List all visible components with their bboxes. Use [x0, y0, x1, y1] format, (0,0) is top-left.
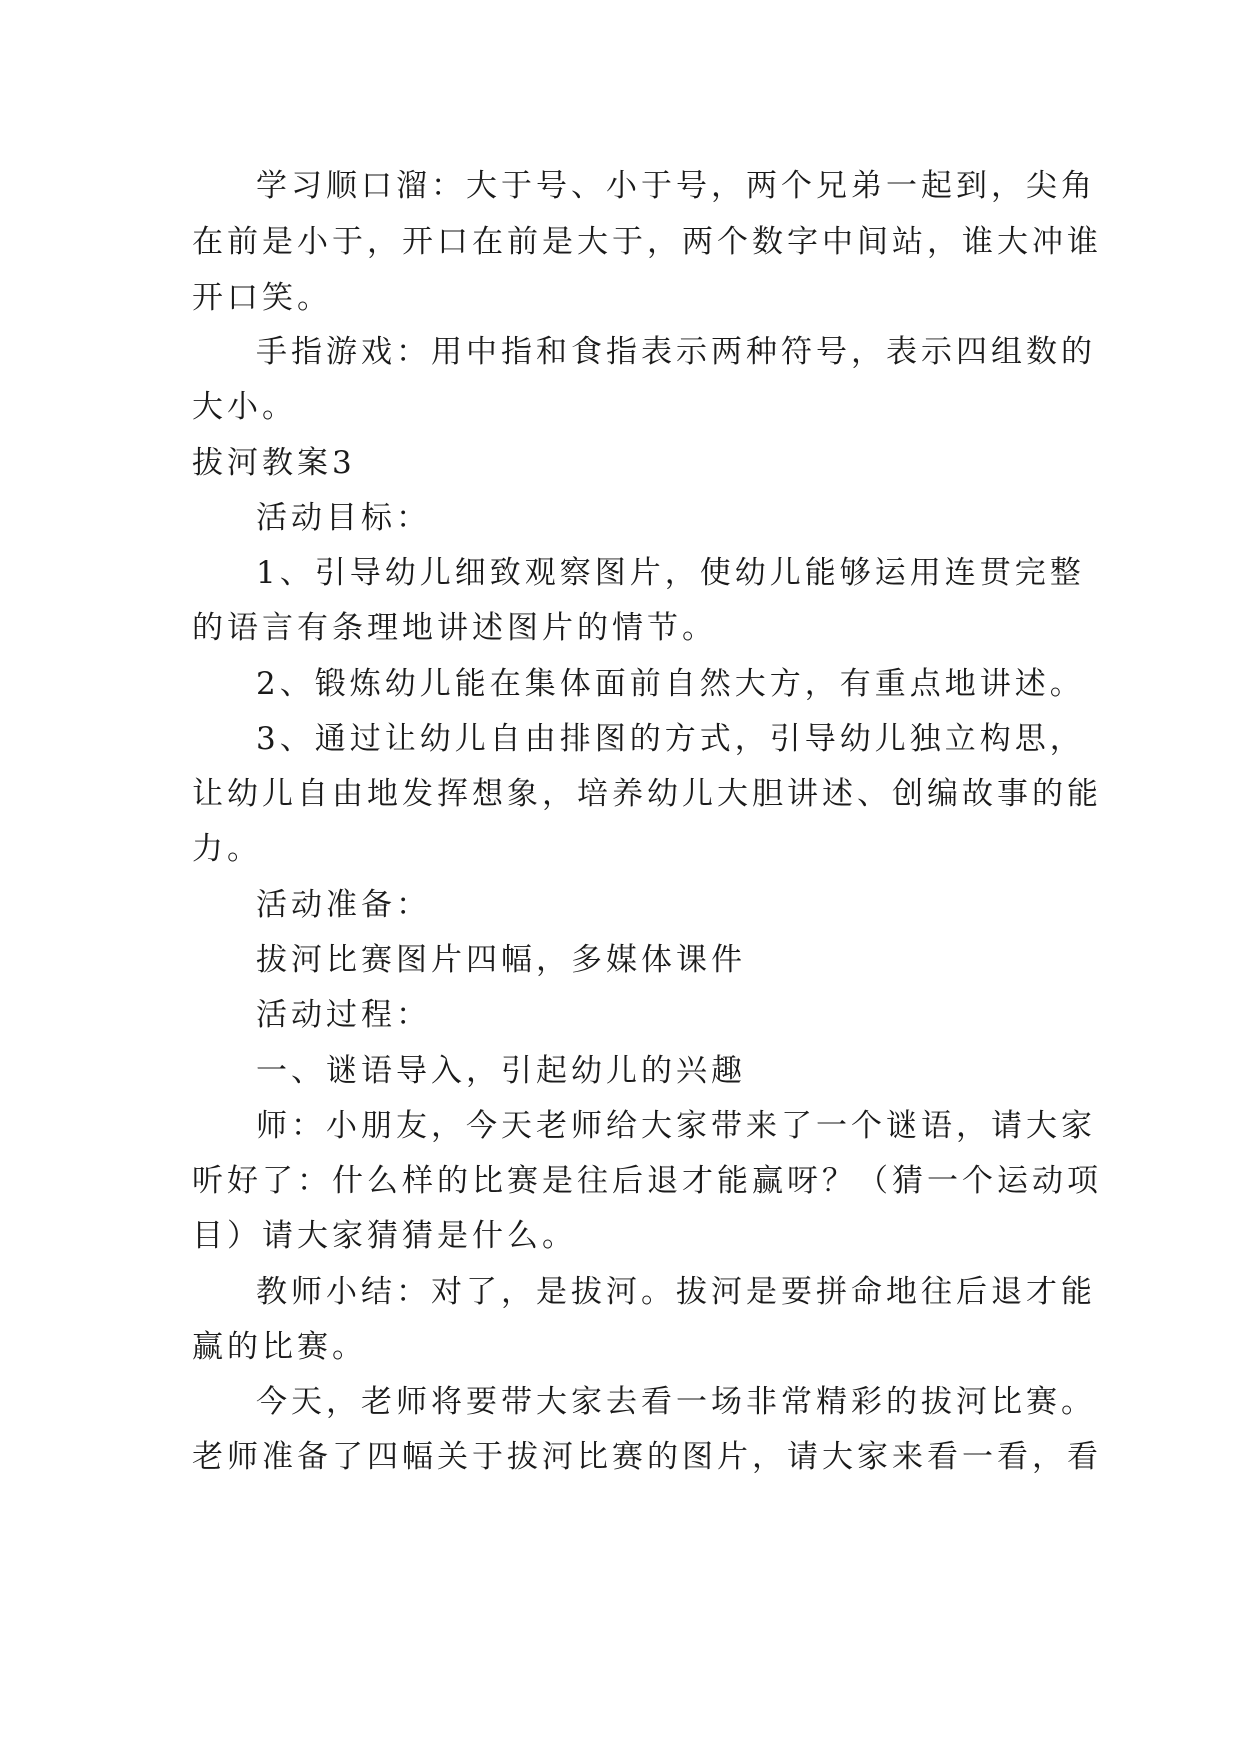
paragraph-line: 教师小结：对了，是拔河。拔河是要拼命地往后退才能 [256, 1274, 1096, 1310]
paragraph-line: 活动过程： [256, 997, 431, 1033]
paragraph-line: 在前是小于，开口在前是大于，两个数字中间站，谁大冲谁 [192, 224, 1102, 260]
paragraph-line: 2、锻炼幼儿能在集体面前自然大方，有重点地讲述。 [256, 666, 1085, 702]
paragraph-line: 让幼儿自由地发挥想象，培养幼儿大胆讲述、创编故事的能 [192, 776, 1102, 812]
paragraph-line: 活动准备： [256, 887, 431, 923]
paragraph-line: 今天，老师将要带大家去看一场非常精彩的拔河比赛。 [256, 1384, 1096, 1420]
paragraph-line: 拔河比赛图片四幅，多媒体课件 [256, 942, 746, 978]
paragraph-line: 3、通过让幼儿自由排图的方式，引导幼儿独立构思， [256, 721, 1085, 757]
paragraph-line: 老师准备了四幅关于拔河比赛的图片，请大家来看一看，看 [192, 1439, 1102, 1475]
paragraph-line: 学习顺口溜：大于号、小于号，两个兄弟一起到，尖角 [256, 168, 1096, 204]
section-heading: 拔河教案3 [192, 445, 356, 481]
paragraph-line: 听好了：什么样的比赛是往后退才能赢呀？（猜一个运动项 [192, 1163, 1102, 1199]
paragraph-line: 1、引导幼儿细致观察图片，使幼儿能够运用连贯完整 [256, 555, 1085, 591]
paragraph-line: 赢的比赛。 [192, 1329, 367, 1365]
paragraph-line: 手指游戏：用中指和食指表示两种符号，表示四组数的 [256, 334, 1096, 370]
paragraph-line: 师：小朋友，今天老师给大家带来了一个谜语，请大家 [256, 1108, 1096, 1144]
paragraph-line: 的语言有条理地讲述图片的情节。 [192, 610, 717, 646]
paragraph-line: 活动目标： [256, 500, 431, 536]
paragraph-line: 一、谜语导入，引起幼儿的兴趣 [256, 1053, 746, 1089]
paragraph-line: 力。 [192, 831, 262, 867]
paragraph-line: 开口笑。 [192, 280, 332, 316]
paragraph-line: 大小。 [192, 389, 297, 425]
paragraph-line: 目）请大家猜猜是什么。 [192, 1218, 577, 1254]
